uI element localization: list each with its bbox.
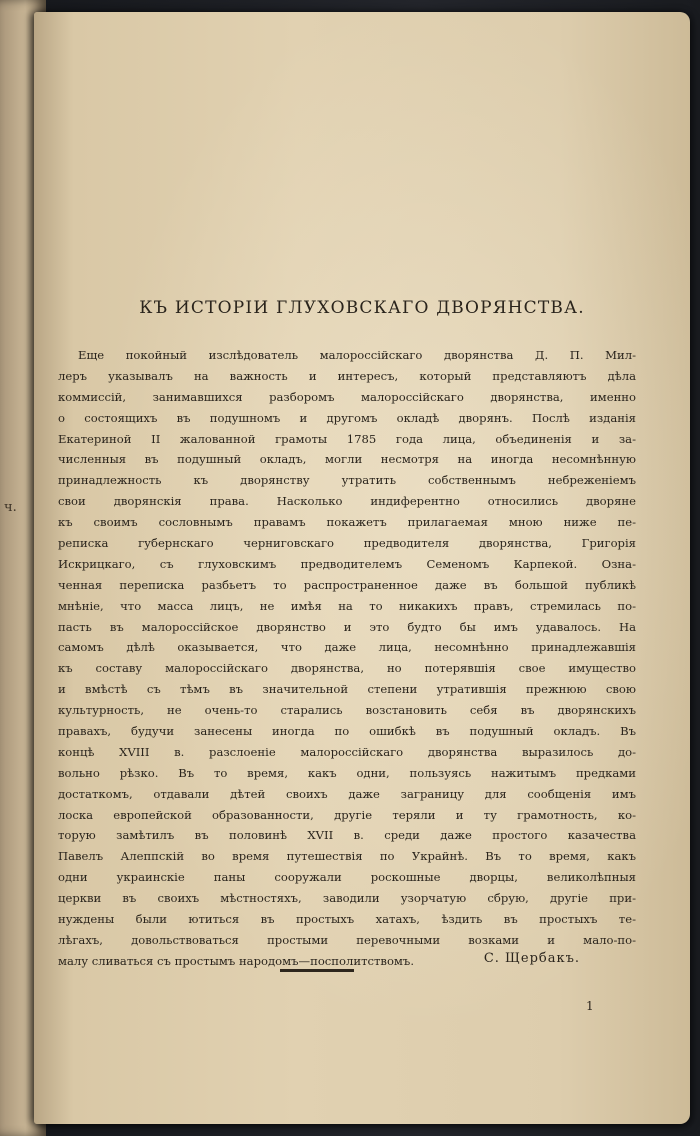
body-line: Екатериной II жалованной грамоты 1785 года лица, объединенія и за-	[58, 431, 636, 446]
body-line: малу сливаться съ простымъ народомъ—посполитствомъ.	[58, 953, 414, 968]
body-line: о состоящихъ въ подушномъ и другомъ окладѣ дворянъ. Послѣ изданія	[58, 410, 636, 425]
body-line: самомъ дѣлѣ оказывается, что даже лица, несомнѣнно принадлежавшія	[58, 640, 636, 655]
body-line: Искрицкаго, съ глуховскимъ предводителемъ Семеномъ Карпекой. Озна-	[58, 556, 636, 571]
body-line: концѣ XVIII в. разслоеніе малороссійскаго дворянства выразилось до-	[58, 744, 636, 759]
body-line: правахъ, будучи занесены иногда по ошибкѣ въ подушный окладъ. Въ	[58, 724, 636, 739]
adjacent-page-margin-mark: ч.	[4, 500, 17, 515]
body-line: и вмѣстѣ съ тѣмъ въ значительной степени утратившія прежнюю свою	[58, 682, 636, 697]
body-line: реписка губернскаго черниговскаго предводителя дворянства, Григорія	[58, 536, 636, 551]
body-line: леръ указывалъ на важность и интересъ, который представляютъ дѣла	[58, 368, 636, 383]
body-line: мнѣніе, что масса лицъ, не имѣя на то никакихъ правъ, стремилась по-	[58, 598, 636, 613]
document-page	[34, 12, 690, 1124]
body-line: къ своимъ сословнымъ правамъ покажетъ прилагаемая мною ниже пе-	[58, 515, 636, 530]
page-number: 1	[586, 999, 594, 1013]
body-line: вольно рѣзко. Въ то время, какъ одни, пользуясь нажитымъ предками	[58, 765, 636, 780]
article-title: КЪ ИСТОРІИ ГЛУХОВСКАГО ДВОРЯНСТВА.	[139, 298, 585, 318]
body-line: Павелъ Алеппскій во время путешествія по Украйнѣ. Въ то время, какъ	[58, 849, 636, 864]
body-line: ченная переписка разбьетъ то распространенное даже въ большой публикѣ	[58, 577, 636, 592]
body-line: достаткомъ, отдавали дѣтей своихъ даже заграницу для сообщенія имъ	[58, 786, 636, 801]
article-body	[58, 345, 636, 972]
body-line: коммиссій, занимавшихся разборомъ малороссійскаго дворянства, именно	[58, 389, 636, 404]
body-line: пасть въ малороссійское дворянство и это будто бы имъ удавалось. На	[58, 619, 636, 634]
body-line: лоска европейской образованности, другіе теряли и ту грамотность, ко-	[58, 807, 636, 822]
body-line: одни украинскіе паны сооружали роскошные дворцы, великолѣпныя	[58, 870, 636, 885]
body-line: лѣгахъ, довольствоваться простыми перевочными возками и мало-по-	[58, 932, 636, 947]
body-line: церкви въ своихъ мѣстностяхъ, заводили узорчатую сбрую, другіе при-	[58, 891, 636, 906]
body-line: принадлежность къ дворянству утратить собственнымъ небреженіемъ	[58, 473, 636, 488]
closing-rule	[280, 969, 354, 972]
author-signature: С. Щербакъ.	[483, 951, 580, 966]
body-line: къ составу малороссійскаго дворянства, но потерявшія свое имущество	[58, 661, 636, 676]
body-line: свои дворянскія права. Насколько индиферентно относились дворяне	[58, 494, 636, 509]
body-line: численныя въ подушный окладъ, могли несмотря на иногда несомнѣнную	[58, 452, 636, 467]
body-line: культурность, не очень-то старались возстановить себя въ дворянскихъ	[58, 703, 636, 718]
body-line: торую замѣтилъ въ половинѣ XVII в. среди даже простого казачества	[58, 828, 636, 843]
body-line: нуждены были ютиться въ простыхъ хатахъ, ѣздить въ простыхъ те-	[58, 912, 636, 927]
body-line: Еще покойный изслѣдователь малороссійскаго дворянства Д. П. Мил-	[78, 348, 636, 362]
